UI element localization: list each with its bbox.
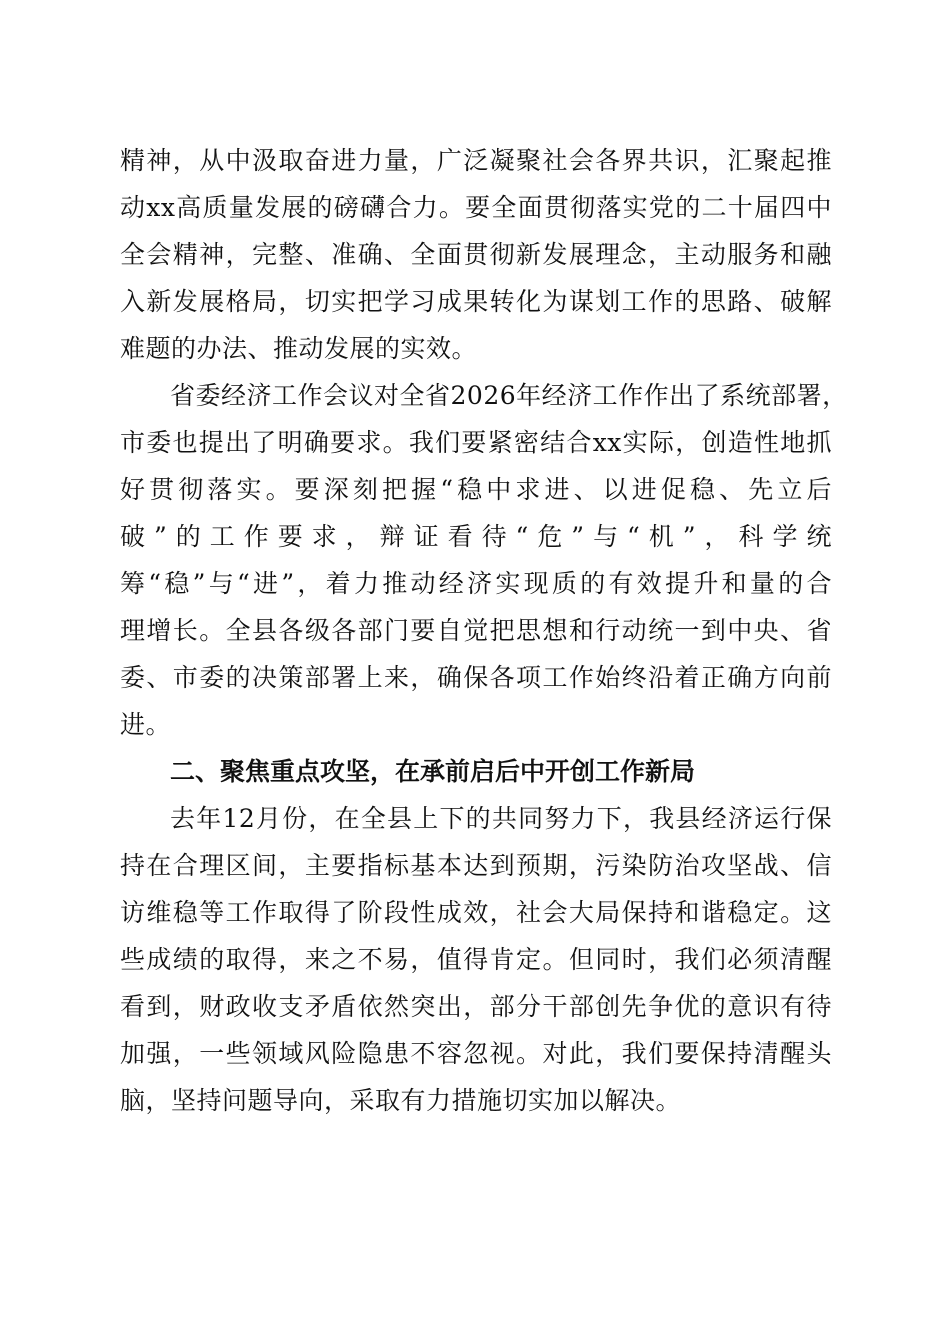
- paragraph-1-line-5: 难题的办法、推动发展的实效。: [120, 334, 478, 363]
- paragraph-2-line-3: 好贯彻落实。要深刻把握“稳中求进、以进促稳、先立后: [120, 475, 832, 504]
- paragraph-1-line-3: 全会精神，完整、准确、全面贯彻新发展理念，主动服务和融: [120, 240, 832, 269]
- paragraph-3-line-3: 访维稳等工作取得了阶段性成效，社会大局保持和谐稳定。这: [120, 898, 832, 927]
- paragraph-1-line-2: 动xx高质量发展的磅礴合力。要全面贯彻落实党的二十届四中: [120, 193, 832, 222]
- paragraph-3-line-4: 些成绩的取得，来之不易，值得肯定。但同时，我们必须清醒: [120, 945, 832, 974]
- paragraph-2-line-7: 委、市委的决策部署上来，确保各项工作始终沿着正确方向前: [120, 663, 832, 692]
- section-heading-2: 二、聚焦重点攻坚，在承前启后中开创工作新局: [170, 757, 696, 786]
- paragraph-3-line-7: 脑，坚持问题导向，采取有力措施切实加以解决。: [120, 1086, 682, 1115]
- paragraph-3-line-6: 加强，一些领域风险隐患不容忽视。对此，我们要保持清醒头: [120, 1039, 832, 1068]
- paragraph-2-line-8: 进。: [120, 710, 172, 739]
- paragraph-3-line-5: 看到，财政收支矛盾依然突出，部分干部创先争优的意识有待: [120, 992, 832, 1021]
- paragraph-3-line-1: 去年12月份，在全县上下的共同努力下，我县经济运行保: [170, 804, 832, 833]
- paragraph-2-line-2: 市委也提出了明确要求。我们要紧密结合xx实际，创造性地抓: [120, 428, 832, 457]
- paragraph-2-line-4: 破”的工作要求，辩证看待“危”与“机”，科学统: [120, 522, 832, 551]
- paragraph-3-line-2: 持在合理区间，主要指标基本达到预期，污染防治攻坚战、信: [120, 851, 832, 880]
- paragraph-2-line-6: 理增长。全县各级各部门要自觉把思想和行动统一到中央、省: [120, 616, 832, 645]
- paragraph-1-line-1: 精神，从中汲取奋进力量，广泛凝聚社会各界共识，汇聚起推: [120, 146, 832, 175]
- paragraph-2-line-5: 筹“稳”与“进”，着力推动经济实现质的有效提升和量的合: [120, 569, 832, 598]
- paragraph-1-line-4: 入新发展格局，切实把学习成果转化为谋划工作的思路、破解: [120, 287, 832, 316]
- paragraph-2-line-1: 省委经济工作会议对全省2026年经济工作作出了系统部署，: [170, 381, 848, 410]
